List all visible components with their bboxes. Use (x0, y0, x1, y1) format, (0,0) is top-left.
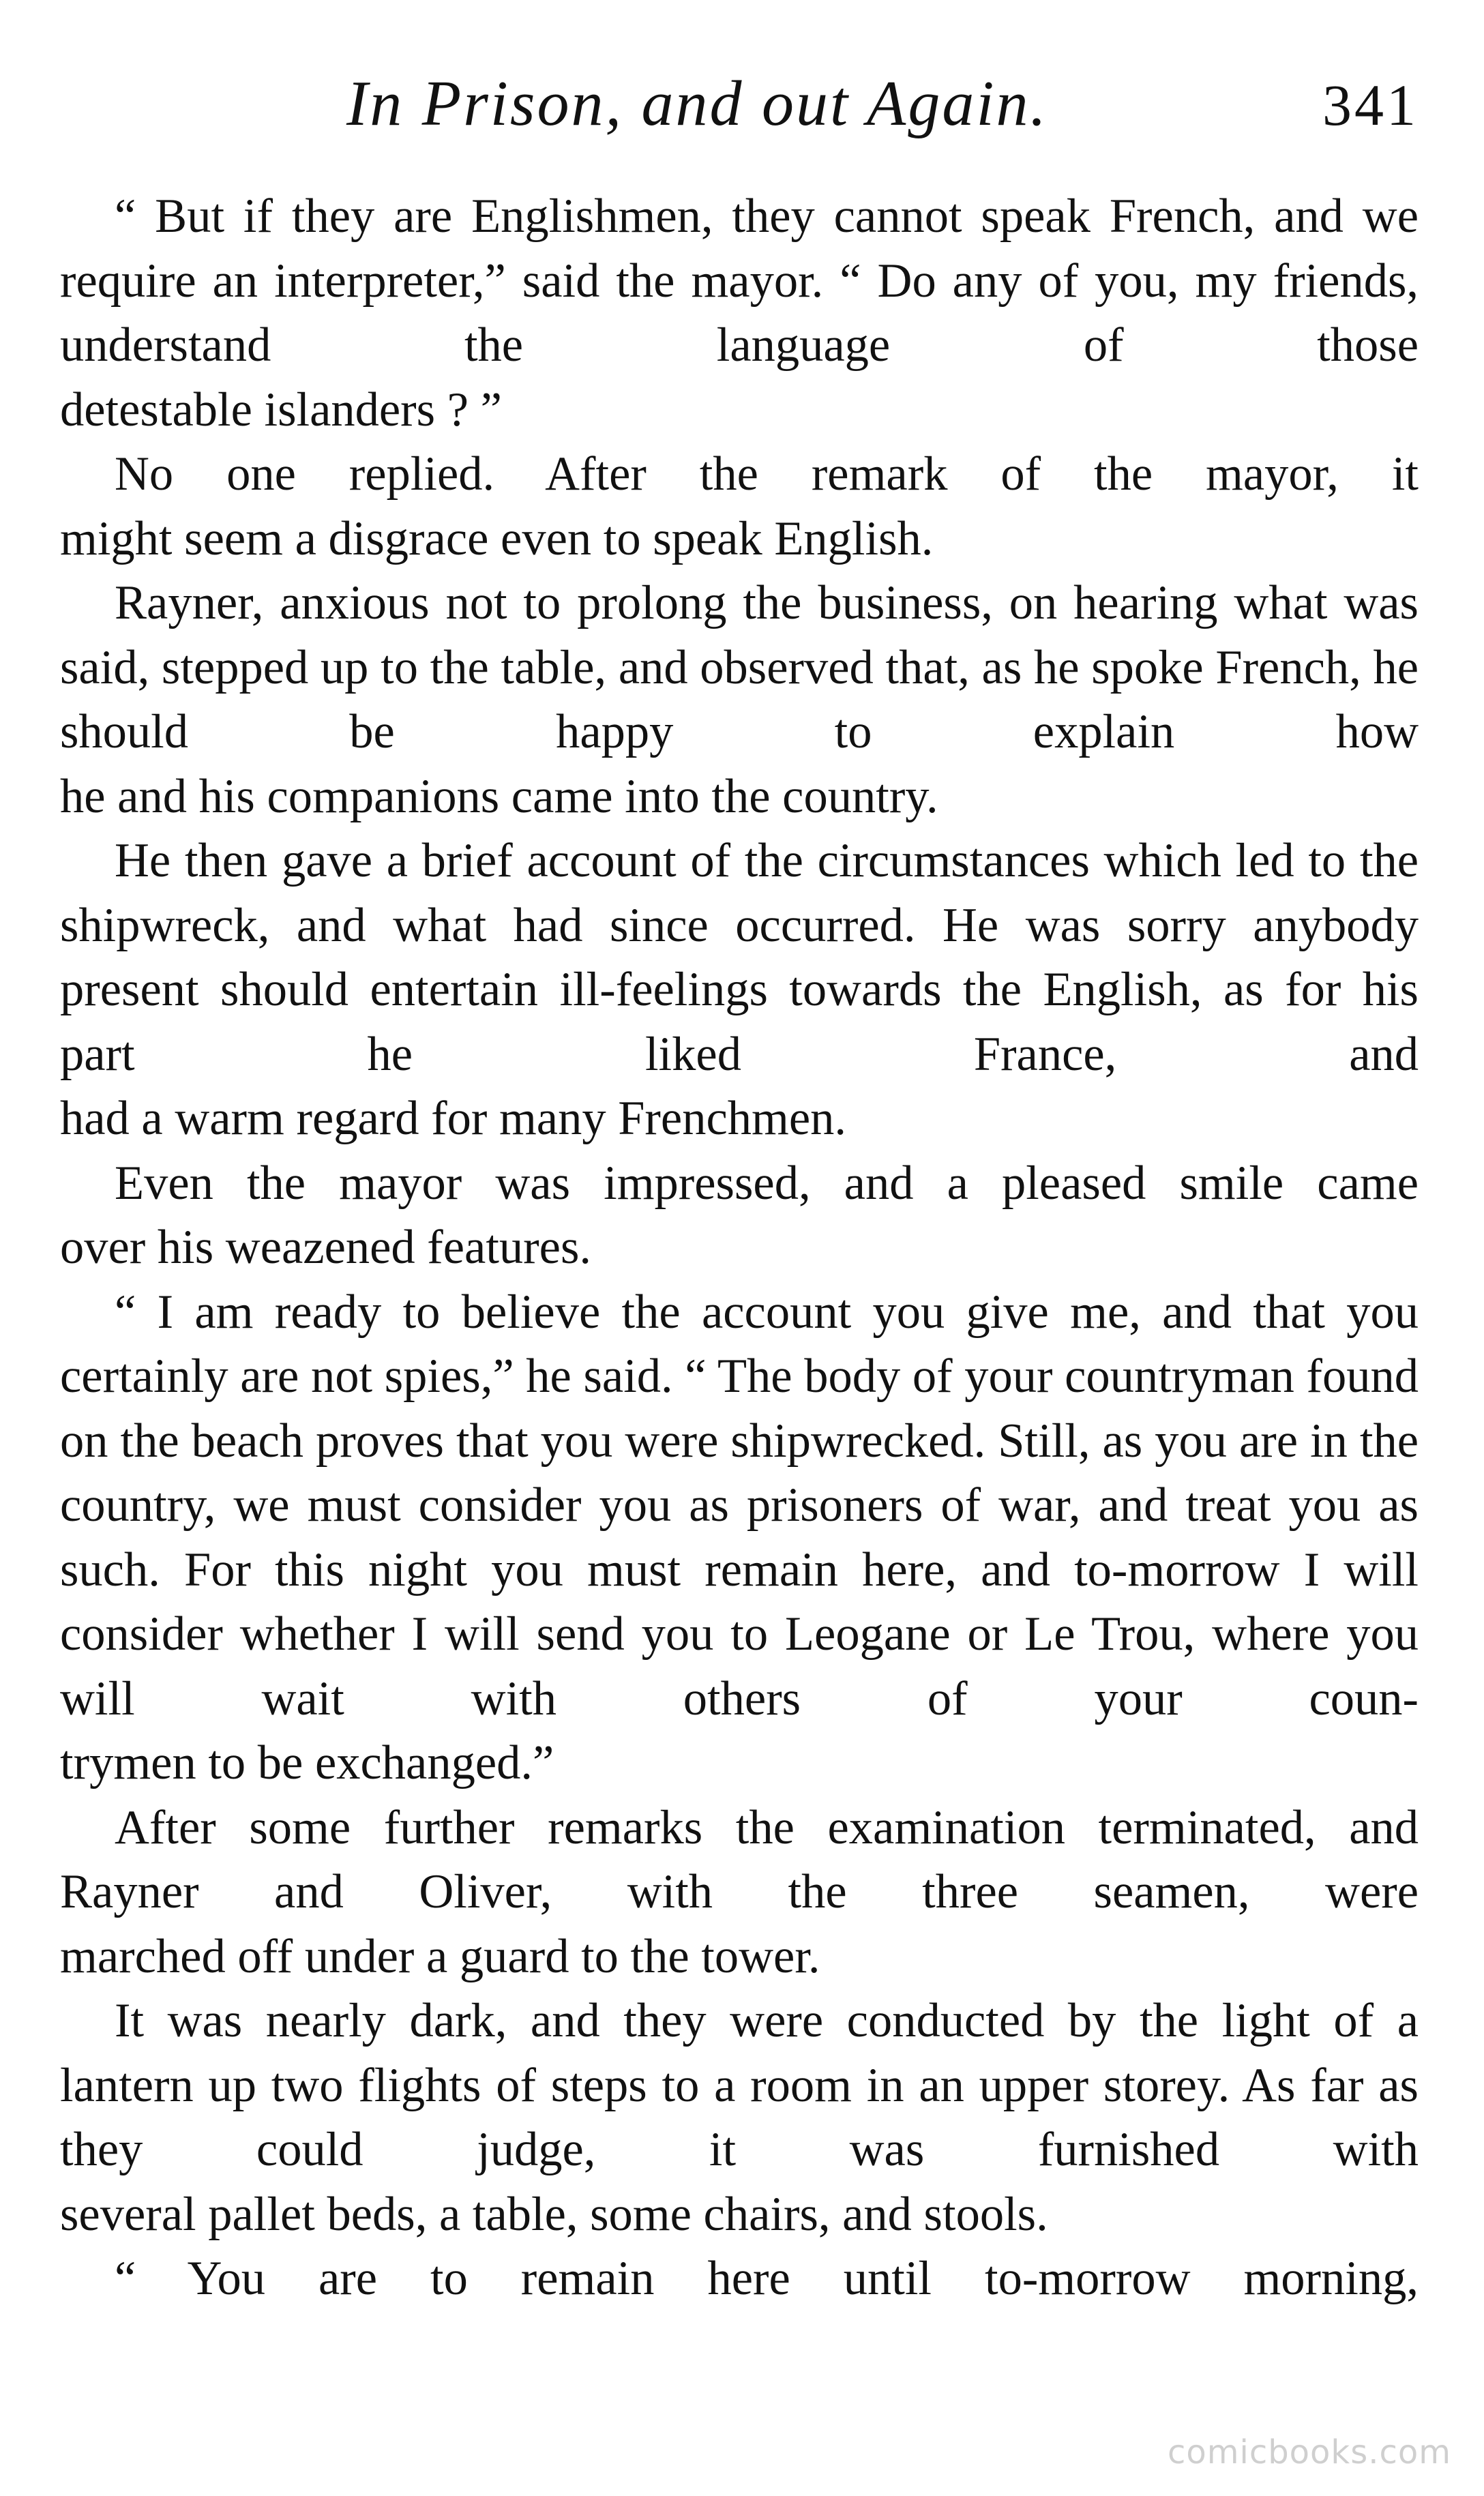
paragraph-text: After some further remarks the examination terminated, and Rayner and Oliver, with the three seamen, were (60, 1800, 1419, 1918)
running-head (60, 55, 1419, 150)
paragraph-last-line: had a warm regard for many Frenchmen. (60, 1092, 846, 1145)
paragraph (60, 442, 1419, 571)
paragraph (60, 1989, 1419, 2246)
paragraph-last-line: trymen to be exchanged.” (60, 1736, 554, 1789)
paragraph-text: No one replied. After the remark of the mayor, it (115, 447, 1419, 501)
page-number: 341 (1322, 72, 1419, 138)
paragraph (60, 2246, 1419, 2311)
paragraph-text: “ I am ready to believe the account you give me, and that you certainly are not spies,” he said. “ The body of your countryman found on the beach proves that you were shipwrecked. Still, as you are in the country, we must consider you as prisoners of war, and treat you as such. For this night you must remain here, and to-morrow I will consider whether I will send you to Leogane or Le Trou, where you will wait with others of your coun- (60, 1285, 1419, 1725)
paragraph-last-line: marched off under a guard to the tower. (60, 1929, 820, 1983)
paragraph-text: It was nearly dark, and they were conducted by the light of a lantern up two flights of steps to a room in an upper storey. As far as they could judge, it was furnished with (60, 1994, 1419, 2176)
paragraph-last-line: several pallet beds, a table, some chairs, and stools. (60, 2187, 1048, 2241)
paragraph-text: He then gave a brief account of the circumstances which led to the shipwreck, and what had since occurred. He was sorry anybody present should entertain ill-feelings towards the English, as for his part he liked France, and (60, 834, 1419, 1081)
paragraph (60, 571, 1419, 829)
paragraph-text: “ But if they are Englishmen, they cannot speak French, and we require an interpreter,” said the mayor. “ Do any of you, my friends, understand the language of those (60, 190, 1419, 372)
paragraph (60, 1280, 1419, 1796)
paragraph (60, 1151, 1419, 1280)
watermark: comicbooks.com (1167, 2433, 1451, 2471)
paragraph (60, 829, 1419, 1151)
body-text (60, 184, 1419, 2311)
paragraph-text: Rayner, anxious not to prolong the business, on hearing what was said, stepped up to the table, and observed that, as he spoke French, he should be happy to explain how (60, 576, 1419, 758)
paragraph-last-line: detestable islanders ? ” (60, 383, 502, 436)
paragraph (60, 1796, 1419, 1989)
paragraph (60, 184, 1419, 442)
paragraph-text: “ You are to remain here until to-morrow morning, (115, 2252, 1419, 2305)
paragraph-last-line: over his weazened features. (60, 1221, 592, 1274)
paragraph-text: Even the mayor was impressed, and a pleased smile came (115, 1156, 1419, 1210)
paragraph-last-line: might seem a disgrace even to speak English. (60, 511, 934, 565)
paragraph-last-line: he and his companions came into the country. (60, 769, 938, 823)
running-title: In Prison, and out Again. (346, 68, 1048, 139)
